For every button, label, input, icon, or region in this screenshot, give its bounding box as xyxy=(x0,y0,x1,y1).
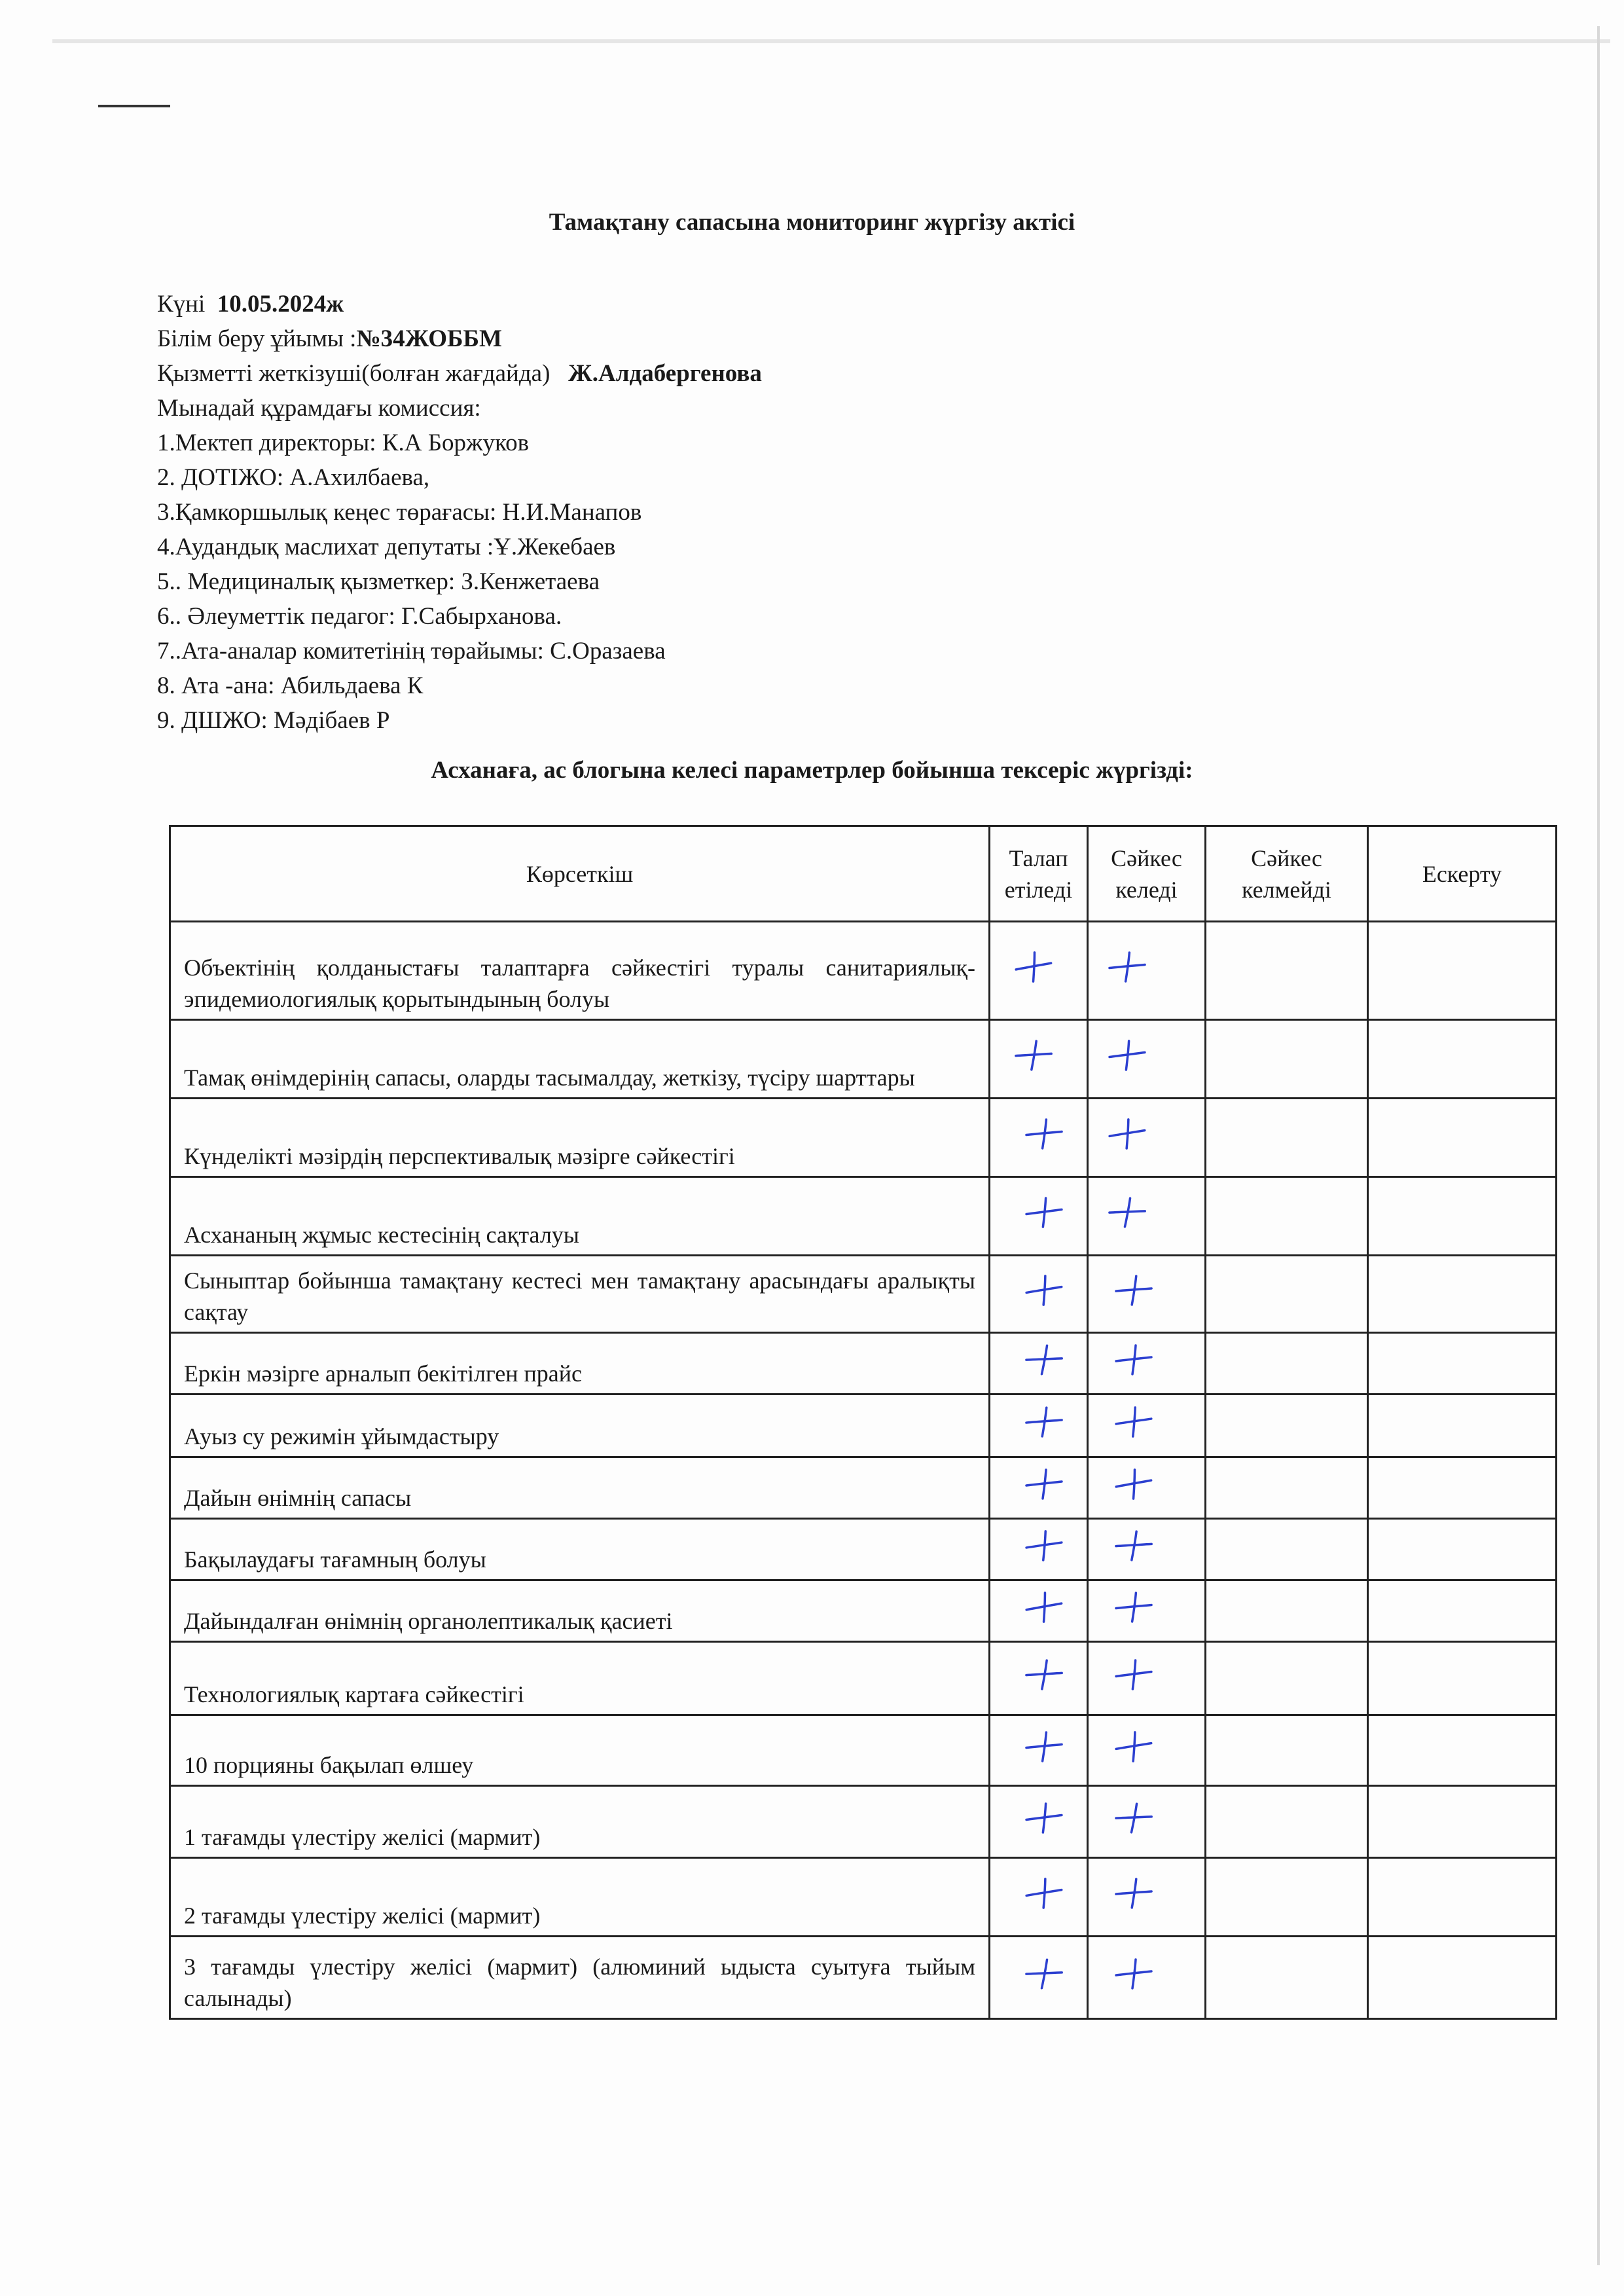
header-compliant: Сәйкес келеді xyxy=(1088,826,1206,922)
noncompliant-cell xyxy=(1206,1333,1368,1394)
table-row xyxy=(170,1642,1557,1715)
note-cell xyxy=(1368,1457,1557,1519)
note-cell xyxy=(1368,1937,1557,2019)
commission-member: 7..Ата-аналар комитетінің төрайымы: С.Оразаева xyxy=(157,638,666,665)
noncompliant-cell xyxy=(1206,1519,1368,1580)
indicator-cell: Дайын өнімнің сапасы xyxy=(170,1457,990,1519)
note-cell xyxy=(1368,1715,1557,1786)
compliant-check-mark-icon xyxy=(1113,1404,1155,1439)
scan-edge-shadow xyxy=(52,39,1610,43)
date-label: Күні xyxy=(157,291,206,318)
required-cell xyxy=(990,922,1088,1020)
required-check-mark-icon xyxy=(1022,1656,1065,1692)
scan-artifact-mark xyxy=(98,105,170,107)
organization-label: Білім беру ұйымы : xyxy=(157,325,357,352)
noncompliant-cell xyxy=(1206,1715,1368,1786)
compliant-check-mark-icon xyxy=(1106,1194,1148,1230)
table-row xyxy=(170,1858,1557,1937)
date-line xyxy=(157,287,762,321)
organization-line xyxy=(157,321,762,356)
supplier-value: Ж.Алдабергенова xyxy=(568,360,762,387)
indicator-cell: Еркін мәзірге арналып бекітілген прайс xyxy=(170,1333,990,1394)
required-cell xyxy=(990,1177,1088,1256)
commission-intro: Мынадай құрамдағы комиссия: xyxy=(157,395,481,422)
compliant-cell xyxy=(1088,1580,1206,1642)
compliant-check-mark-icon xyxy=(1113,1343,1154,1377)
required-check-mark-icon xyxy=(1023,1527,1065,1563)
noncompliant-cell xyxy=(1206,1177,1368,1256)
note-cell xyxy=(1368,1786,1557,1858)
compliant-check-mark-icon xyxy=(1113,1590,1154,1624)
noncompliant-cell xyxy=(1206,1394,1368,1457)
required-cell xyxy=(990,1333,1088,1394)
commission-member: 5.. Медициналық қызметкер: З.Кенжетаева xyxy=(157,568,600,595)
indicator-cell: Бақылаудағы тағамның болуы xyxy=(170,1519,990,1580)
note-cell xyxy=(1368,1099,1557,1177)
required-check-mark-icon xyxy=(1022,1272,1065,1308)
noncompliant-cell xyxy=(1206,1020,1368,1099)
required-check-mark-icon xyxy=(1023,1195,1064,1230)
noncompliant-cell xyxy=(1206,1580,1368,1642)
commission-member: 8. Ата -ана: Абильдаева К xyxy=(157,672,424,699)
document-title: Тамақтану сапасына мониторинг жүргізу актісі xyxy=(549,209,1075,236)
table-row xyxy=(170,1177,1557,1256)
header-noncompliant: Сәйкес келмейді xyxy=(1206,826,1368,922)
note-cell xyxy=(1368,1394,1557,1457)
required-check-mark-icon xyxy=(1024,1467,1064,1501)
noncompliant-cell xyxy=(1206,1457,1368,1519)
noncompliant-cell xyxy=(1206,1786,1368,1858)
commission-member: 4.Аудандық маслихат депутаты :Ұ.Жекебаев xyxy=(157,534,616,560)
required-cell xyxy=(990,1786,1088,1858)
indicator-cell: Тамақ өнімдерінің сапасы, оларды тасымалдау, жеткізу, түсіру шарттары xyxy=(170,1020,990,1099)
required-check-mark-icon xyxy=(1023,1729,1064,1764)
note-cell xyxy=(1368,1256,1557,1333)
note-cell xyxy=(1368,922,1557,1020)
table-row xyxy=(170,1099,1557,1177)
table-row xyxy=(170,1457,1557,1519)
check-heading: Асханаға, ас блогына келесі параметрлер бойынша тексеріс жүргізді: xyxy=(431,757,1193,784)
table-header-row xyxy=(170,826,1557,922)
indicator-cell: Технологиялық картаға сәйкестігі xyxy=(170,1642,990,1715)
indicator-cell: Объектінің қолданыстағы талаптарға сәйкестігі туралы санитариялық-эпидемиологиялық қорытындының болуы xyxy=(170,922,990,1020)
compliant-cell xyxy=(1088,1457,1206,1519)
organization-value: №34ЖОББМ xyxy=(356,325,502,352)
supplier-label: Қызметті жеткізуші(болған жағдайда) xyxy=(157,360,550,387)
table-row xyxy=(170,1715,1557,1786)
noncompliant-cell xyxy=(1206,1937,1368,2019)
compliant-cell xyxy=(1088,1786,1206,1858)
required-cell xyxy=(990,1580,1088,1642)
compliant-check-mark-icon xyxy=(1112,1799,1155,1836)
required-check-mark-icon xyxy=(1012,1037,1055,1073)
commission-member: 6.. Әлеуметтік педагог: Г.Сабырханова. xyxy=(157,603,562,630)
header-indicator: Көрсеткіш xyxy=(170,826,990,922)
table-row xyxy=(170,1519,1557,1580)
note-cell xyxy=(1368,1519,1557,1580)
compliant-cell xyxy=(1088,1715,1206,1786)
compliant-cell xyxy=(1088,1642,1206,1715)
date-value: 10.05.2024ж xyxy=(217,291,344,318)
commission-member: 3.Қамкоршылық кеңес төрағасы: Н.И.Манапов xyxy=(157,499,642,526)
compliant-check-mark-icon xyxy=(1106,1038,1147,1072)
required-cell xyxy=(990,1457,1088,1519)
compliant-check-mark-icon xyxy=(1113,1875,1155,1910)
compliant-cell xyxy=(1088,1858,1206,1937)
indicator-cell: Күнделікті мәзірдің перспективалық мәзірге сәйкестігі xyxy=(170,1099,990,1177)
required-cell xyxy=(990,1256,1088,1333)
indicator-cell: Асхананың жұмыс кестесінің сақталуы xyxy=(170,1177,990,1256)
table-row xyxy=(170,1580,1557,1642)
note-cell xyxy=(1368,1642,1557,1715)
compliant-cell xyxy=(1088,1519,1206,1580)
indicator-cell: 3 тағамды үлестіру желісі (мармит) (алюминий ыдыста суытуға тыйым салынады) xyxy=(170,1937,990,2019)
compliant-cell xyxy=(1088,922,1206,1020)
header-note: Ескерту xyxy=(1368,826,1557,922)
noncompliant-cell xyxy=(1206,1642,1368,1715)
compliant-cell xyxy=(1088,1099,1206,1177)
commission-member: 2. ДОТІЖО: А.Ахилбаева, xyxy=(157,464,430,491)
required-cell xyxy=(990,1519,1088,1580)
table-row xyxy=(170,922,1557,1020)
note-cell xyxy=(1368,1580,1557,1642)
inspection-table xyxy=(169,825,1557,2020)
required-cell xyxy=(990,1858,1088,1937)
table-row xyxy=(170,1786,1557,1858)
required-cell xyxy=(990,1394,1088,1457)
indicator-cell: 2 тағамды үлестіру желісі (мармит) xyxy=(170,1858,990,1937)
required-cell xyxy=(990,1715,1088,1786)
indicator-cell: 10 порцияны бақылап өлшеу xyxy=(170,1715,990,1786)
compliant-cell xyxy=(1088,1256,1206,1333)
indicator-cell: Дайындалған өнімнің органолептикалық қасиеті xyxy=(170,1580,990,1642)
table-body xyxy=(170,922,1557,2019)
compliant-cell xyxy=(1088,1937,1206,2019)
required-check-mark-icon xyxy=(1022,1875,1065,1911)
indicator-cell: Ауыз су режимін ұйымдастыру xyxy=(170,1394,990,1457)
required-check-mark-icon xyxy=(1023,1116,1064,1151)
compliant-check-mark-icon xyxy=(1113,1657,1154,1692)
required-cell xyxy=(990,1642,1088,1715)
note-cell xyxy=(1368,1858,1557,1937)
table-row xyxy=(170,1394,1557,1457)
note-cell xyxy=(1368,1177,1557,1256)
supplier-line xyxy=(157,356,762,391)
compliant-cell xyxy=(1088,1020,1206,1099)
table-row xyxy=(170,1937,1557,2019)
table-row xyxy=(170,1256,1557,1333)
required-check-mark-icon xyxy=(1022,1588,1065,1625)
compliant-cell xyxy=(1088,1333,1206,1394)
note-cell xyxy=(1368,1333,1557,1394)
required-check-mark-icon xyxy=(1012,948,1055,985)
compliant-check-mark-icon xyxy=(1112,1728,1155,1764)
compliant-check-mark-icon xyxy=(1113,1272,1155,1307)
required-check-mark-icon xyxy=(1022,1955,1065,1992)
noncompliant-cell xyxy=(1206,1099,1368,1177)
noncompliant-cell xyxy=(1206,922,1368,1020)
commission-member: 1.Мектеп директоры: К.А Боржуков xyxy=(157,429,530,456)
required-check-mark-icon xyxy=(1022,1341,1065,1377)
compliant-check-mark-icon xyxy=(1113,1957,1154,1991)
indicator-cell: Сыныптар бойынша тамақтану кестесі мен тамақтану арасындағы аралықты сақтау xyxy=(170,1256,990,1333)
compliant-check-mark-icon xyxy=(1106,949,1147,984)
compliant-cell xyxy=(1088,1177,1206,1256)
document-header-info xyxy=(157,287,762,738)
commission-member: 9. ДШЖО: Мәдібаев Р xyxy=(157,707,390,734)
scan-edge-shadow-right xyxy=(1597,26,1600,2265)
compliant-check-mark-icon xyxy=(1106,1116,1148,1152)
required-cell xyxy=(990,1937,1088,2019)
note-cell xyxy=(1368,1020,1557,1099)
indicator-cell: 1 тағамды үлестіру желісі (мармит) xyxy=(170,1786,990,1858)
noncompliant-cell xyxy=(1206,1858,1368,1937)
compliant-cell xyxy=(1088,1394,1206,1457)
table-row xyxy=(170,1333,1557,1394)
table-row xyxy=(170,1020,1557,1099)
required-check-mark-icon xyxy=(1023,1404,1065,1439)
required-cell xyxy=(990,1099,1088,1177)
required-check-mark-icon xyxy=(1023,1800,1064,1835)
required-cell xyxy=(990,1020,1088,1099)
header-required: Талап етіледі xyxy=(990,826,1088,922)
noncompliant-cell xyxy=(1206,1256,1368,1333)
compliant-check-mark-icon xyxy=(1112,1465,1155,1502)
compliant-check-mark-icon xyxy=(1112,1527,1155,1563)
